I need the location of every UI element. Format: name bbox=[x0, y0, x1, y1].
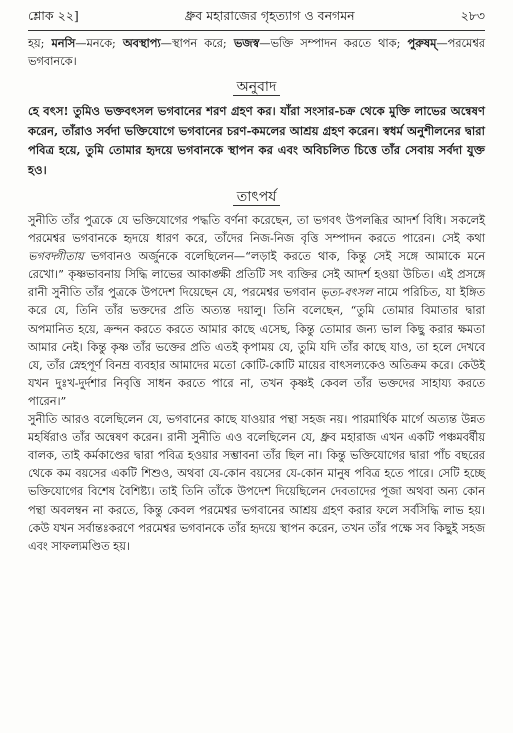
purport-heading: তাৎপর্য bbox=[28, 185, 485, 209]
synonym-lead: হয়; bbox=[28, 37, 52, 50]
synonym-meaning: —পরমেশ্বর ভগবানকে। bbox=[28, 37, 485, 68]
synonym-meaning: —ভক্তি সম্পাদন করতে থাক; bbox=[259, 37, 408, 50]
synonym-word: পুরুষম্ bbox=[407, 36, 437, 50]
synonym-word: ভজস্ব bbox=[233, 36, 260, 50]
purport-paragraph-2: সুনীতি আরও বলেছিলেন যে, ভগবানের কাছে যাওয়ার পন্থা সহজ নয়। পারমার্থিক মার্গে অত্যন্ত উন্নত মহর্ষিরাও তাঁর অন্বেষণ করেন। রানী সুনীতি এও বলেছিলেন যে, ধ্রুব মহারাজ এখন একটি পঞ্চমবর্ষীয় বালক, তাই কর্মকাণ্ডের দ্বারা পবিত্র হওয়ার সম্ভাবনা তাঁর ছিল না। কিন্তু ভক্তিযোগের দ্বারা পাঁচ বছরের থেকে কম বয়সের একটি শিশুও, অথবা যে-কোন বয়সের যে-কোন মানুষ পবিত্র হতে পারে। সেটি হচ্ছে ভক্তিযোগের বিশেষ বৈশিষ্ট্য। তাই তিনি তাঁকে উপদেশ দিয়েছিলেন দেবতাদের পূজা অথবা অন্য কোন পন্থা অবলম্বন না করতে, কিন্তু কেবল পরমেশ্বর ভগবানের আশ্রয় গ্রহণ করার ফলে সর্বসিদ্ধি লাভ হয়। কেউ যখন সর্বান্তঃকরণে পরমেশ্বর ভগবানকে তাঁর হৃদয়ে স্থাপন করেন, তখন তাঁর পক্ষে সব কিছুই সহজ এবং সাফল্যমণ্ডিত হয়। bbox=[28, 413, 485, 553]
verse-reference: শ্লোক ২২] bbox=[28, 8, 79, 23]
synonym-word: অবস্থাপ্য bbox=[122, 36, 161, 50]
header-rule bbox=[28, 30, 485, 31]
synonyms-block bbox=[28, 35, 485, 70]
italic-term: ভৃত্য-বৎসল bbox=[320, 286, 373, 300]
translation-heading: অনুবাদ bbox=[28, 75, 485, 99]
synonym-word: মনসি bbox=[51, 36, 76, 50]
chapter-title: ধ্রুব মহারাজের গৃহত্যাগ ও বনগমন bbox=[184, 8, 355, 23]
page-number: ২৮৩ bbox=[460, 8, 485, 23]
running-header bbox=[28, 8, 485, 30]
synonym-meaning: —মনকে; bbox=[75, 37, 123, 50]
synonym-meaning: —স্থাপন করে; bbox=[160, 37, 234, 50]
italic-term: ভগবদ্গীতায় bbox=[28, 250, 84, 264]
translation-text: হে বৎস! তুমিও ভক্তবৎসল ভগবানের শরণ গ্রহণ কর। যাঁরা সংসার-চক্র থেকে মুক্তি লাভের অন্বেষণ করেন, তাঁরাও সর্বদা ভক্তিযোগে ভগবানের চরণ-কমলের আশ্রয় গ্রহণ করেন। স্বধর্ম অনুশীলনের দ্বারা পবিত্র হয়ে, তুমি তোমার হৃদয়ে ভগবানকে স্থাপন কর এবং অবিচলিত চিত্তে তাঁর সেবায় সর্বদা যুক্ত হও। bbox=[28, 104, 485, 177]
purport-paragraph-1: সুনীতি তাঁর পুত্রকে যে ভক্তিযোগের পদ্ধতি বর্ণনা করেছেন, তা ভগবৎ উপলব্ধির আদর্শ বিধি। সকলেই পরমেশ্বর ভগবানকে হৃদয়ে ধারণ করে, তাঁদের নিজ-নিজ বৃত্তি সম্পাদন করতে পারেন। সেই কথা ভগবদ্গীতায় ভগবানও অর্জুনকে বলেছিলেন—“লড়াই করতে থাক, কিন্তু সেই সঙ্গে আমাকে মনে রেখো।” কৃষ্ণভাবনায় সিদ্ধি লাভের আকাঙ্ক্ষী প্রতিটি সৎ ব্যক্তির সেই আদর্শ হওয়া উচিত। এই প্রসঙ্গে রানী সুনীতি তাঁর পুত্রকে উপদেশ দিয়েছেন যে, পরমেশ্বর ভগবান ভৃত্য-বৎসল নামে পরিচিত, যা ইঙ্গিত করে যে, তিনি তাঁর ভক্তদের প্রতি অত্যন্ত দয়ালু। তিনি বলেছেন, “তুমি তোমার বিমাতার দ্বারা অপমানিত হয়ে, ক্রন্দন করতে করতে আমার কাছে এসেছ, কিন্তু তোমার জন্য ভাল কিছু করার ক্ষমতা আমার নেই। কিন্তু কৃষ্ণ তাঁর ভক্তের প্রতি এতই কৃপাময় যে, তুমি যদি তাঁর কাছে যাও, তা হলে দেখবে যে, তাঁর স্নেহপূর্ণ বিনম্র ব্যবহার আমাদের মতো কোটি-কোটি মায়ের বাৎসল্যকেও অতিক্রম করে। কেউই যখন দুঃখ-দুর্দশার নিবৃত্তি সাধন করতে পারে না, তখন কৃষ্ণই কেবল তাঁর ভক্তদের সাহায্য করতে পারেন।” bbox=[28, 214, 485, 408]
